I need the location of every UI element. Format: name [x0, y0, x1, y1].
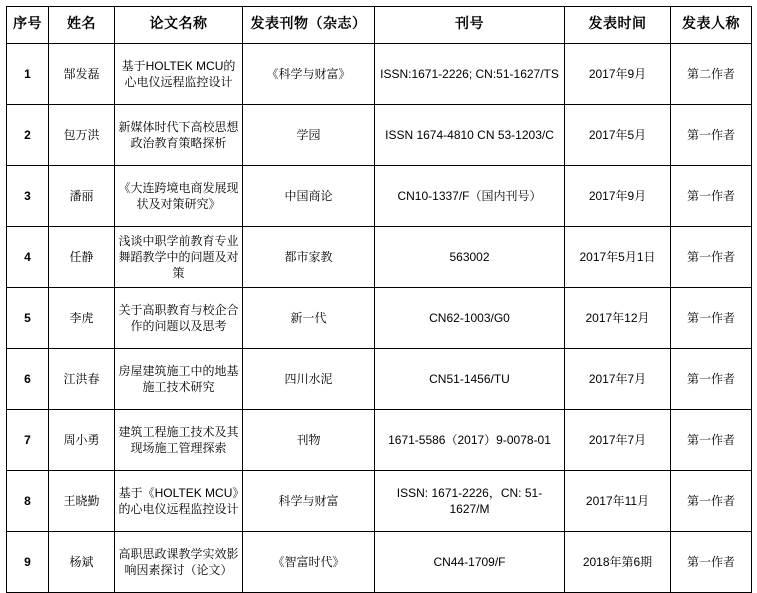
- cell-role: 第一作者: [671, 349, 752, 410]
- table-header: [7, 7, 752, 44]
- cell-name: 郜发磊: [49, 44, 115, 105]
- cell-title: 基于《HOLTEK MCU》的心电仪远程监控设计: [115, 471, 243, 532]
- table-row: [7, 349, 752, 410]
- cell-journal: 新一代: [243, 288, 375, 349]
- cell-date: 2017年12月: [565, 288, 671, 349]
- cell-name: 江洪春: [49, 349, 115, 410]
- cell-title: 关于高职教育与校企合作的问题以及思考: [115, 288, 243, 349]
- cell-seq: 7: [7, 410, 49, 471]
- cell-journal: 科学与财富: [243, 471, 375, 532]
- cell-issn: 563002: [375, 227, 565, 288]
- cell-issn: CN62-1003/G0: [375, 288, 565, 349]
- cell-date: 2018年第6期: [565, 532, 671, 593]
- column-header-role: 发表人称: [671, 7, 752, 44]
- table-row: [7, 410, 752, 471]
- cell-role: 第一作者: [671, 227, 752, 288]
- cell-journal: 《科学与财富》: [243, 44, 375, 105]
- cell-journal: 学园: [243, 105, 375, 166]
- table-body: [7, 44, 752, 593]
- header-row: [7, 7, 752, 44]
- cell-issn: 1671-5586（2017）9-0078-01: [375, 410, 565, 471]
- table-row: [7, 227, 752, 288]
- cell-journal: 四川水泥: [243, 349, 375, 410]
- cell-title: 新媒体时代下高校思想政治教育策略探析: [115, 105, 243, 166]
- cell-title: 高职思政课教学实效影响因素探讨（论文）: [115, 532, 243, 593]
- cell-name: 周小勇: [49, 410, 115, 471]
- column-header-name: 姓名: [49, 7, 115, 44]
- cell-date: 2017年5月: [565, 105, 671, 166]
- cell-seq: 1: [7, 44, 49, 105]
- cell-date: 2017年9月: [565, 166, 671, 227]
- cell-name: 李虎: [49, 288, 115, 349]
- table-row: [7, 471, 752, 532]
- cell-date: 2017年9月: [565, 44, 671, 105]
- cell-issn: CN51-1456/TU: [375, 349, 565, 410]
- cell-role: 第一作者: [671, 532, 752, 593]
- cell-date: 2017年5月1日: [565, 227, 671, 288]
- cell-seq: 4: [7, 227, 49, 288]
- cell-date: 2017年7月: [565, 349, 671, 410]
- cell-date: 2017年7月: [565, 410, 671, 471]
- cell-role: 第一作者: [671, 471, 752, 532]
- cell-date: 2017年11月: [565, 471, 671, 532]
- publications-table: [6, 6, 752, 593]
- cell-name: 任静: [49, 227, 115, 288]
- cell-role: 第一作者: [671, 105, 752, 166]
- cell-journal: 刊物: [243, 410, 375, 471]
- cell-role: 第一作者: [671, 288, 752, 349]
- cell-journal: 中国商论: [243, 166, 375, 227]
- cell-role: 第一作者: [671, 166, 752, 227]
- cell-journal: 都市家教: [243, 227, 375, 288]
- table-row: [7, 166, 752, 227]
- cell-seq: 5: [7, 288, 49, 349]
- cell-seq: 6: [7, 349, 49, 410]
- cell-name: 潘丽: [49, 166, 115, 227]
- cell-name: 杨斌: [49, 532, 115, 593]
- cell-title: 建筑工程施工技术及其现场施工管理探索: [115, 410, 243, 471]
- cell-journal: 《智富时代》: [243, 532, 375, 593]
- table-row: [7, 532, 752, 593]
- column-header-title: 论文名称: [115, 7, 243, 44]
- cell-issn: ISSN 1674-4810 CN 53-1203/C: [375, 105, 565, 166]
- cell-role: 第二作者: [671, 44, 752, 105]
- column-header-date: 发表时间: [565, 7, 671, 44]
- table-row: [7, 288, 752, 349]
- table-row: [7, 44, 752, 105]
- cell-issn: ISSN: 1671-2226，CN: 51-1627/M: [375, 471, 565, 532]
- cell-seq: 8: [7, 471, 49, 532]
- cell-title: 浅谈中职学前教育专业舞蹈教学中的问题及对策: [115, 227, 243, 288]
- column-header-seq: 序号: [7, 7, 49, 44]
- cell-title: 《大连跨境电商发展现状及对策研究》: [115, 166, 243, 227]
- cell-issn: CN10-1337/F（国内刊号）: [375, 166, 565, 227]
- cell-title: 房屋建筑施工中的地基施工技术研究: [115, 349, 243, 410]
- cell-role: 第一作者: [671, 410, 752, 471]
- table-row: [7, 105, 752, 166]
- cell-seq: 2: [7, 105, 49, 166]
- cell-name: 王晓勤: [49, 471, 115, 532]
- column-header-journal: 发表刊物（杂志）: [243, 7, 375, 44]
- cell-issn: ISSN:1671-2226; CN:51-1627/TS: [375, 44, 565, 105]
- cell-title: 基于HOLTEK MCU的心电仪远程监控设计: [115, 44, 243, 105]
- column-header-issn: 刊号: [375, 7, 565, 44]
- cell-name: 包万洪: [49, 105, 115, 166]
- cell-seq: 9: [7, 532, 49, 593]
- cell-issn: CN44-1709/F: [375, 532, 565, 593]
- cell-seq: 3: [7, 166, 49, 227]
